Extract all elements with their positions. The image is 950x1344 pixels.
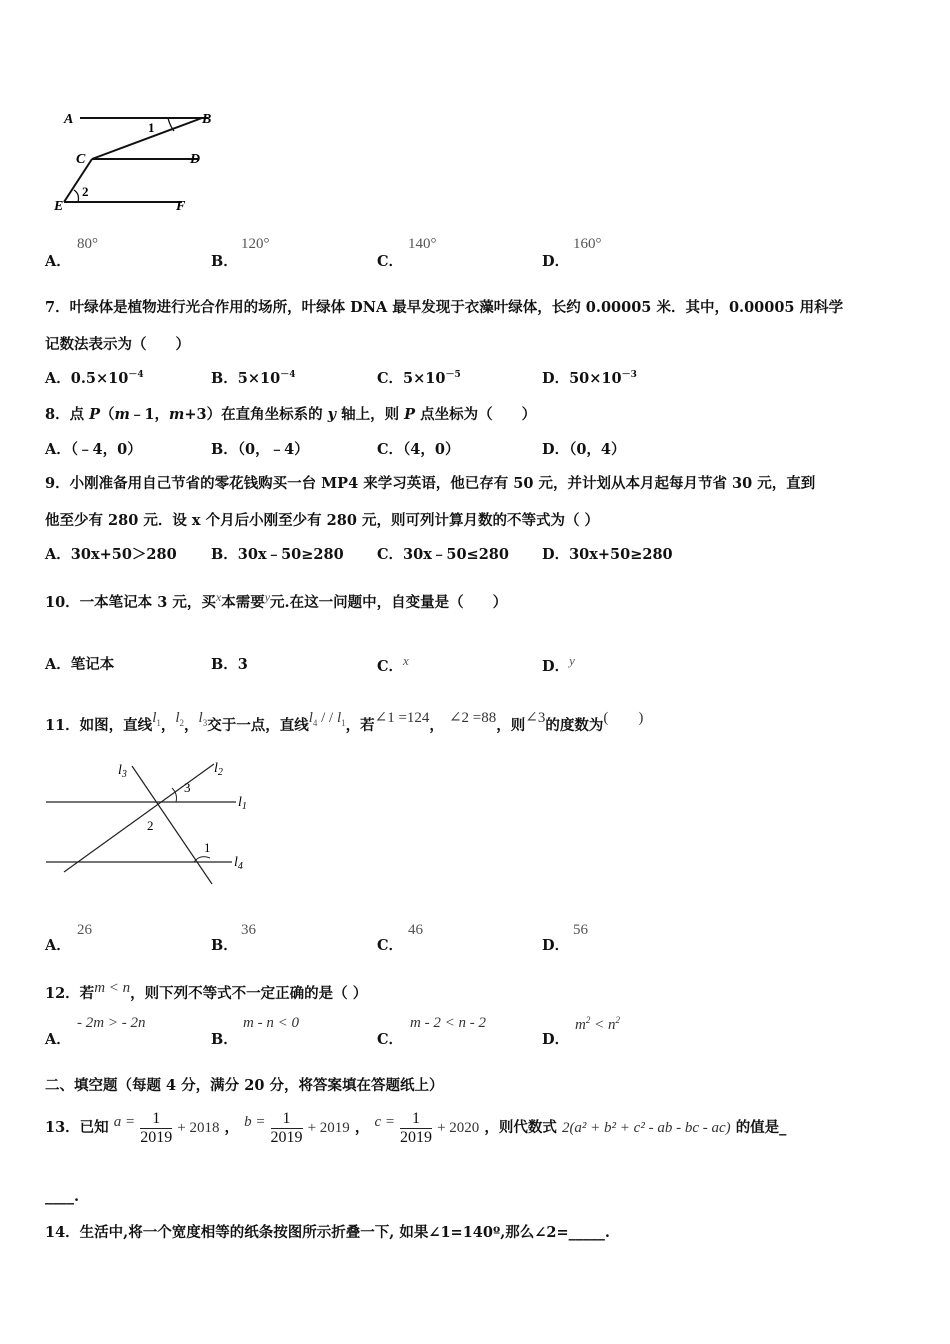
- q6-option-d-letter: D．: [542, 253, 570, 270]
- label-angle-2: 2: [82, 184, 89, 199]
- label-l4: $l_4$: [234, 855, 243, 872]
- label-angle-2: 2: [147, 818, 154, 833]
- q12-option-b-value: m - n < 0: [243, 1015, 299, 1031]
- q11-option-a-value: 26: [77, 922, 92, 938]
- q14-text: 14．生活中,将一个宽度相等的纸条按图所示折叠一下, 如果∠1=140º,那么∠2=_____.: [45, 1224, 610, 1241]
- q9-option-c: C．30x﹣50≤280: [377, 546, 509, 563]
- q6-option-a-letter: A．: [45, 253, 71, 270]
- q12-option-a-letter: A．: [45, 1031, 71, 1048]
- label-d: D: [190, 152, 201, 167]
- q6-option-a-value: 80°: [77, 236, 98, 252]
- label-angle-1: 1: [204, 840, 211, 855]
- parallel-lines-figure-q6: [50, 104, 230, 216]
- q10-option-b: B．3: [211, 656, 248, 673]
- q11-option-c-letter: C．: [377, 937, 404, 954]
- q8-text: 8．点 P（m﹣1，m+3）在直角坐标系的 y 轴上，则 P 点坐标为（ ）: [45, 406, 537, 423]
- q9-text-line2: 他至少有 280 元．设 x 个月后小刚至少有 280 元，则可列计算月数的不等式为（ ）: [45, 512, 600, 529]
- q11-option-a-letter: A．: [45, 937, 71, 954]
- q7-text-line1: 7．叶绿体是植物进行光合作用的场所，叶绿体 DNA 最早发现于衣藻叶绿体，长约 0.00005 米．其中，0.00005 用科学: [45, 299, 844, 316]
- q6-option-c-letter: C．: [377, 253, 404, 270]
- q7-option-b: B．$5\times 10^{-4}$: [211, 370, 296, 387]
- q13-answer-blank: ____.: [45, 1188, 80, 1205]
- angle-arc-2: [74, 190, 79, 202]
- angle-arc-3: [172, 788, 177, 802]
- q12-option-c-value: m - 2 < n - 2: [410, 1015, 486, 1031]
- q12-option-d-letter: D．: [542, 1031, 570, 1048]
- q13-text: 13．已知 a = $\frac{1}{2019}$ + 2018 ， b = $\frac{1}{2019}$ + 2019 ， c = $\frac{1}{2019}$ + 2020 ，则代数式 2(a² + b² + c² - ab - bc - ac) 的值是_: [45, 1109, 787, 1146]
- label-b: B: [202, 112, 212, 127]
- label-a: A: [64, 112, 74, 127]
- q6-option-b-letter: B．: [211, 253, 238, 270]
- intersecting-lines-figure-q11: [44, 754, 264, 886]
- label-c: C: [76, 152, 86, 167]
- q12-option-c-letter: C．: [377, 1031, 404, 1048]
- q12-text: 12．若m < n，则下列不等式不一定正确的是（ ）: [45, 980, 368, 1002]
- q6-option-d-value: 160°: [573, 236, 602, 252]
- q7-option-c: C．$5\times 10^{-5}$: [377, 370, 461, 387]
- q10-option-a: A．笔记本: [45, 656, 115, 673]
- q7-option-d: D．$50\times 10^{-3}$: [542, 370, 637, 387]
- q8-option-d: D．（0，4）: [542, 441, 626, 458]
- q11-text: 11．如图，直线$l_1$，$l_2$，$l_3$交于一点，直线$l_4$ / / $l_1$，若∠1 =124， ∠2 =88，则∠3的度数为( ): [45, 710, 644, 734]
- q11-option-b-letter: B．: [211, 937, 238, 954]
- q10-option-c: C．x: [377, 653, 409, 675]
- q9-option-b: B．30x﹣50≥280: [211, 546, 344, 563]
- line-l2: [64, 764, 214, 872]
- q8-option-b: B．（0，﹣4）: [211, 441, 309, 458]
- q6-option-c-value: 140°: [408, 236, 437, 252]
- label-angle-1: 1: [148, 120, 155, 135]
- q12-option-b-letter: B．: [211, 1031, 238, 1048]
- q12-option-a-value: - 2m > - 2n: [77, 1015, 146, 1031]
- q8-option-a: A．（﹣4，0）: [45, 441, 142, 458]
- q11-option-d-letter: D．: [542, 937, 570, 954]
- q7-text-line2: 记数法表示为（ ）: [45, 336, 190, 353]
- q11-option-b-value: 36: [241, 922, 256, 938]
- label-angle-3: 3: [184, 780, 191, 795]
- q7-option-a: A．$0.5\times 10^{-4}$: [45, 370, 144, 387]
- section-2-title: 二、填空题（每题 4 分，满分 20 分，将答案填在答题纸上）: [45, 1077, 444, 1094]
- q9-option-d: D．30x+50≥280: [542, 546, 673, 563]
- label-e: E: [54, 199, 64, 214]
- q10-text: 10．一本笔记本 3 元，买$^x$本需要$^y$元.在这一问题中，自变量是（ ）: [45, 590, 508, 611]
- q12-option-d-value: $m^2 < n^2$: [575, 1015, 620, 1033]
- q9-text-line1: 9．小刚准备用自己节省的零花钱购买一台 MP4 来学习英语，他已存有 50 元，并计划从本月起每月节省 30 元，直到: [45, 475, 816, 492]
- q8-option-c: C．（4，0）: [377, 441, 460, 458]
- line-cb: [92, 118, 202, 159]
- line-l3: [132, 766, 212, 884]
- q9-option-a: A．30x+50＞280: [45, 546, 177, 563]
- label-l1: $l_1$: [238, 795, 247, 812]
- label-f: F: [176, 199, 186, 214]
- label-l2: $l_2$: [214, 761, 223, 778]
- q11-option-c-value: 46: [408, 922, 423, 938]
- q10-option-d: D．y: [542, 653, 575, 675]
- q11-option-d-value: 56: [573, 922, 588, 938]
- q6-option-b-value: 120°: [241, 236, 270, 252]
- label-l3: $l_3$: [118, 763, 127, 780]
